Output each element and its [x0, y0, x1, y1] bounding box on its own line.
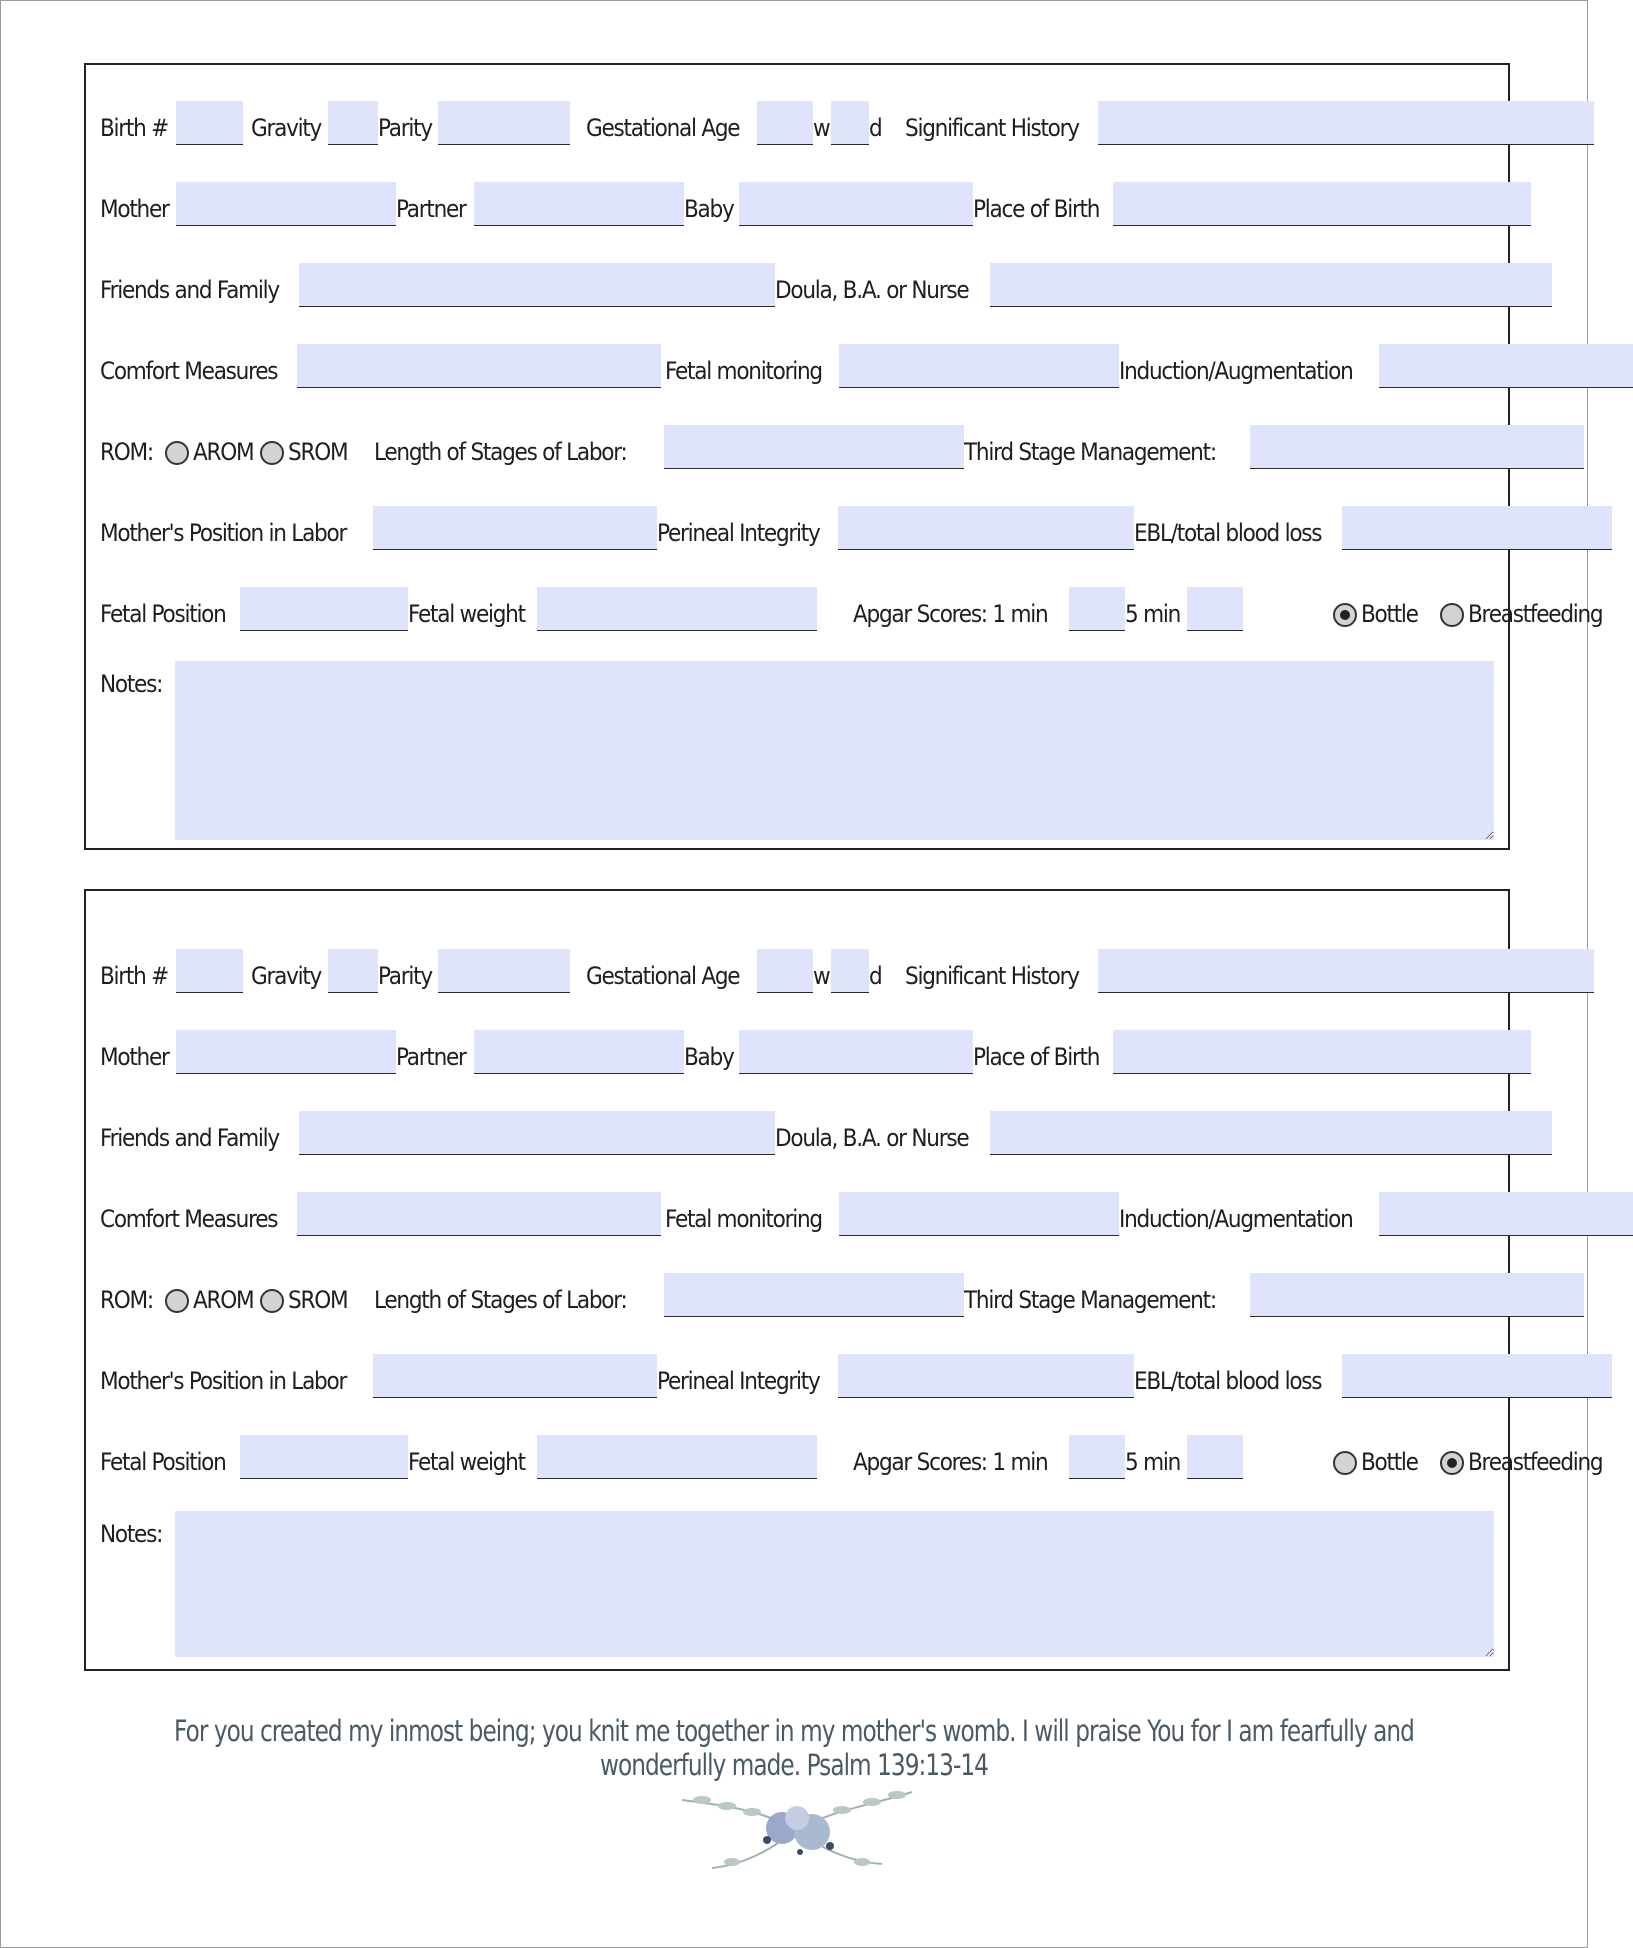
gravity-field[interactable]	[328, 101, 378, 145]
baby-label: Baby	[683, 1043, 734, 1071]
mother-field[interactable]	[176, 182, 396, 226]
notes-field[interactable]	[175, 661, 1494, 840]
third-stage-field[interactable]	[1250, 425, 1584, 469]
arom-label: AROM	[192, 438, 254, 466]
baby-field[interactable]	[739, 182, 973, 226]
partner-field[interactable]	[474, 1030, 684, 1074]
ebl-field[interactable]	[1342, 506, 1612, 550]
birth-number-label: Birth #	[100, 962, 169, 990]
gestational-weeks-field[interactable]	[757, 949, 813, 993]
row-birth-info	[100, 949, 1494, 993]
fetal-position-field[interactable]	[240, 1435, 408, 1479]
comfort-measures-label: Comfort Measures	[100, 357, 278, 385]
perineal-field[interactable]	[838, 506, 1134, 550]
birth-record-form-2	[84, 889, 1603, 1671]
row-notes	[100, 1511, 1494, 1653]
third-stage-field[interactable]	[1250, 1273, 1584, 1317]
apgar-5min-field[interactable]	[1187, 1435, 1243, 1479]
length-stages-field[interactable]	[664, 1273, 964, 1317]
bottle-radio[interactable]	[1333, 1451, 1357, 1475]
induction-label: Induction/Augmentation	[1119, 1205, 1353, 1233]
apgar-5min-field[interactable]	[1187, 587, 1243, 631]
breastfeeding-radio[interactable]	[1440, 603, 1464, 627]
ebl-field[interactable]	[1342, 1354, 1612, 1398]
row-comfort	[100, 344, 1494, 388]
birth-record-form-1	[84, 63, 1603, 850]
doula-field[interactable]	[990, 263, 1552, 307]
friends-family-label: Friends and Family	[100, 1124, 279, 1152]
days-label: d	[868, 114, 882, 142]
ebl-label: EBL/total blood loss	[1133, 1367, 1322, 1395]
row-rom	[100, 1273, 1494, 1317]
row-people	[100, 1030, 1494, 1074]
comfort-measures-label: Comfort Measures	[100, 1205, 278, 1233]
fetal-weight-field[interactable]	[537, 587, 817, 631]
row-support	[100, 263, 1494, 307]
fetal-weight-label: Fetal weight	[407, 600, 525, 628]
significant-history-field[interactable]	[1098, 949, 1594, 993]
birth-number-field[interactable]	[176, 101, 243, 145]
arom-label: AROM	[192, 1286, 254, 1314]
fetal-position-label: Fetal Position	[100, 600, 226, 628]
row-birth-info	[100, 101, 1494, 145]
perineal-label: Perineal Integrity	[657, 1367, 820, 1395]
mother-field[interactable]	[176, 1030, 396, 1074]
length-stages-label: Length of Stages of Labor:	[373, 1286, 627, 1314]
srom-radio[interactable]	[260, 441, 284, 465]
parity-field[interactable]	[438, 101, 570, 145]
fetal-position-field[interactable]	[240, 587, 408, 631]
doula-label: Doula, B.A. or Nurse	[774, 276, 969, 304]
bottle-label: Bottle	[1360, 1448, 1418, 1476]
apgar-1min-field[interactable]	[1069, 587, 1125, 631]
gravity-label: Gravity	[250, 962, 321, 990]
gravity-field[interactable]	[328, 949, 378, 993]
place-of-birth-field[interactable]	[1113, 1030, 1531, 1074]
fetal-monitoring-field[interactable]	[839, 1192, 1119, 1236]
apgar-label: Apgar Scores: 1 min	[853, 600, 1048, 628]
fetal-monitoring-label: Fetal monitoring	[664, 357, 822, 385]
mother-position-field[interactable]	[373, 1354, 657, 1398]
friends-family-field[interactable]	[299, 263, 775, 307]
place-of-birth-label: Place of Birth	[972, 1043, 1099, 1071]
third-stage-label: Third Stage Management:	[964, 438, 1217, 466]
weeks-label: w	[812, 114, 830, 142]
perineal-label: Perineal Integrity	[657, 519, 820, 547]
fetal-weight-label: Fetal weight	[407, 1448, 525, 1476]
induction-field[interactable]	[1379, 1192, 1633, 1236]
significant-history-field[interactable]	[1098, 101, 1594, 145]
gestational-days-field[interactable]	[831, 101, 869, 145]
row-position	[100, 506, 1494, 550]
row-comfort	[100, 1192, 1494, 1236]
arom-radio[interactable]	[165, 441, 189, 465]
doula-label: Doula, B.A. or Nurse	[774, 1124, 969, 1152]
baby-label: Baby	[683, 195, 734, 223]
apgar-5min-label: 5 min	[1125, 1448, 1181, 1476]
partner-field[interactable]	[474, 182, 684, 226]
row-support	[100, 1111, 1494, 1155]
row-notes	[100, 661, 1494, 836]
mother-position-field[interactable]	[373, 506, 657, 550]
breastfeeding-radio[interactable]	[1440, 1451, 1464, 1475]
birth-number-field[interactable]	[176, 949, 243, 993]
rom-label: ROM:	[100, 438, 153, 466]
gravity-label: Gravity	[250, 114, 321, 142]
birth-number-label: Birth #	[100, 114, 169, 142]
notes-label: Notes:	[100, 670, 163, 698]
notes-field[interactable]	[175, 1511, 1494, 1657]
mother-label: Mother	[100, 1043, 169, 1071]
bottle-radio[interactable]	[1333, 603, 1357, 627]
weeks-label: w	[812, 962, 830, 990]
gestational-age-label: Gestational Age	[586, 114, 740, 142]
breastfeeding-label: Breastfeeding	[1467, 1448, 1603, 1476]
notes-label: Notes:	[100, 1520, 163, 1548]
perineal-field[interactable]	[838, 1354, 1134, 1398]
fetal-weight-field[interactable]	[537, 1435, 817, 1479]
srom-label: SROM	[287, 1286, 348, 1314]
arom-radio[interactable]	[165, 1289, 189, 1313]
bottle-label: Bottle	[1360, 600, 1418, 628]
rom-label: ROM:	[100, 1286, 153, 1314]
row-position	[100, 1354, 1494, 1398]
third-stage-label: Third Stage Management:	[964, 1286, 1217, 1314]
fetal-position-label: Fetal Position	[100, 1448, 226, 1476]
length-stages-field[interactable]	[664, 425, 964, 469]
friends-family-field[interactable]	[299, 1111, 775, 1155]
comfort-measures-field[interactable]	[297, 1192, 661, 1236]
gestational-weeks-field[interactable]	[757, 101, 813, 145]
ebl-label: EBL/total blood loss	[1133, 519, 1322, 547]
srom-radio[interactable]	[260, 1289, 284, 1313]
row-rom	[100, 425, 1494, 469]
srom-label: SROM	[287, 438, 348, 466]
scripture-verse: For you created my inmost being; you knit me together in my mother's womb. I will praise You for I am fearfully and wonderfully made. Psalm 139:13-14	[174, 1714, 1414, 1782]
significant-history-label: Significant History	[904, 114, 1079, 142]
days-label: d	[868, 962, 882, 990]
induction-field[interactable]	[1379, 344, 1633, 388]
baby-field[interactable]	[739, 1030, 973, 1074]
comfort-measures-field[interactable]	[297, 344, 661, 388]
fetal-monitoring-field[interactable]	[839, 344, 1119, 388]
induction-label: Induction/Augmentation	[1119, 357, 1353, 385]
apgar-label: Apgar Scores: 1 min	[853, 1448, 1048, 1476]
row-people	[100, 182, 1494, 226]
significant-history-label: Significant History	[904, 962, 1079, 990]
parity-label: Parity	[378, 962, 433, 990]
place-of-birth-field[interactable]	[1113, 182, 1531, 226]
breastfeeding-label: Breastfeeding	[1467, 600, 1603, 628]
gestational-age-label: Gestational Age	[586, 962, 740, 990]
length-stages-label: Length of Stages of Labor:	[373, 438, 627, 466]
partner-label: Partner	[396, 195, 466, 223]
gestational-days-field[interactable]	[831, 949, 869, 993]
partner-label: Partner	[396, 1043, 466, 1071]
place-of-birth-label: Place of Birth	[972, 195, 1099, 223]
apgar-5min-label: 5 min	[1125, 600, 1181, 628]
row-fetal	[100, 587, 1603, 631]
doula-field[interactable]	[990, 1111, 1552, 1155]
apgar-1min-field[interactable]	[1069, 1435, 1125, 1479]
mother-position-label: Mother's Position in Labor	[100, 519, 347, 547]
friends-family-label: Friends and Family	[100, 276, 279, 304]
mother-position-label: Mother's Position in Labor	[100, 1367, 347, 1395]
parity-field[interactable]	[438, 949, 570, 993]
parity-label: Parity	[378, 114, 433, 142]
fetal-monitoring-label: Fetal monitoring	[664, 1205, 822, 1233]
floral-ornament-icon	[672, 1770, 922, 1880]
row-fetal	[100, 1435, 1603, 1479]
mother-label: Mother	[100, 195, 169, 223]
